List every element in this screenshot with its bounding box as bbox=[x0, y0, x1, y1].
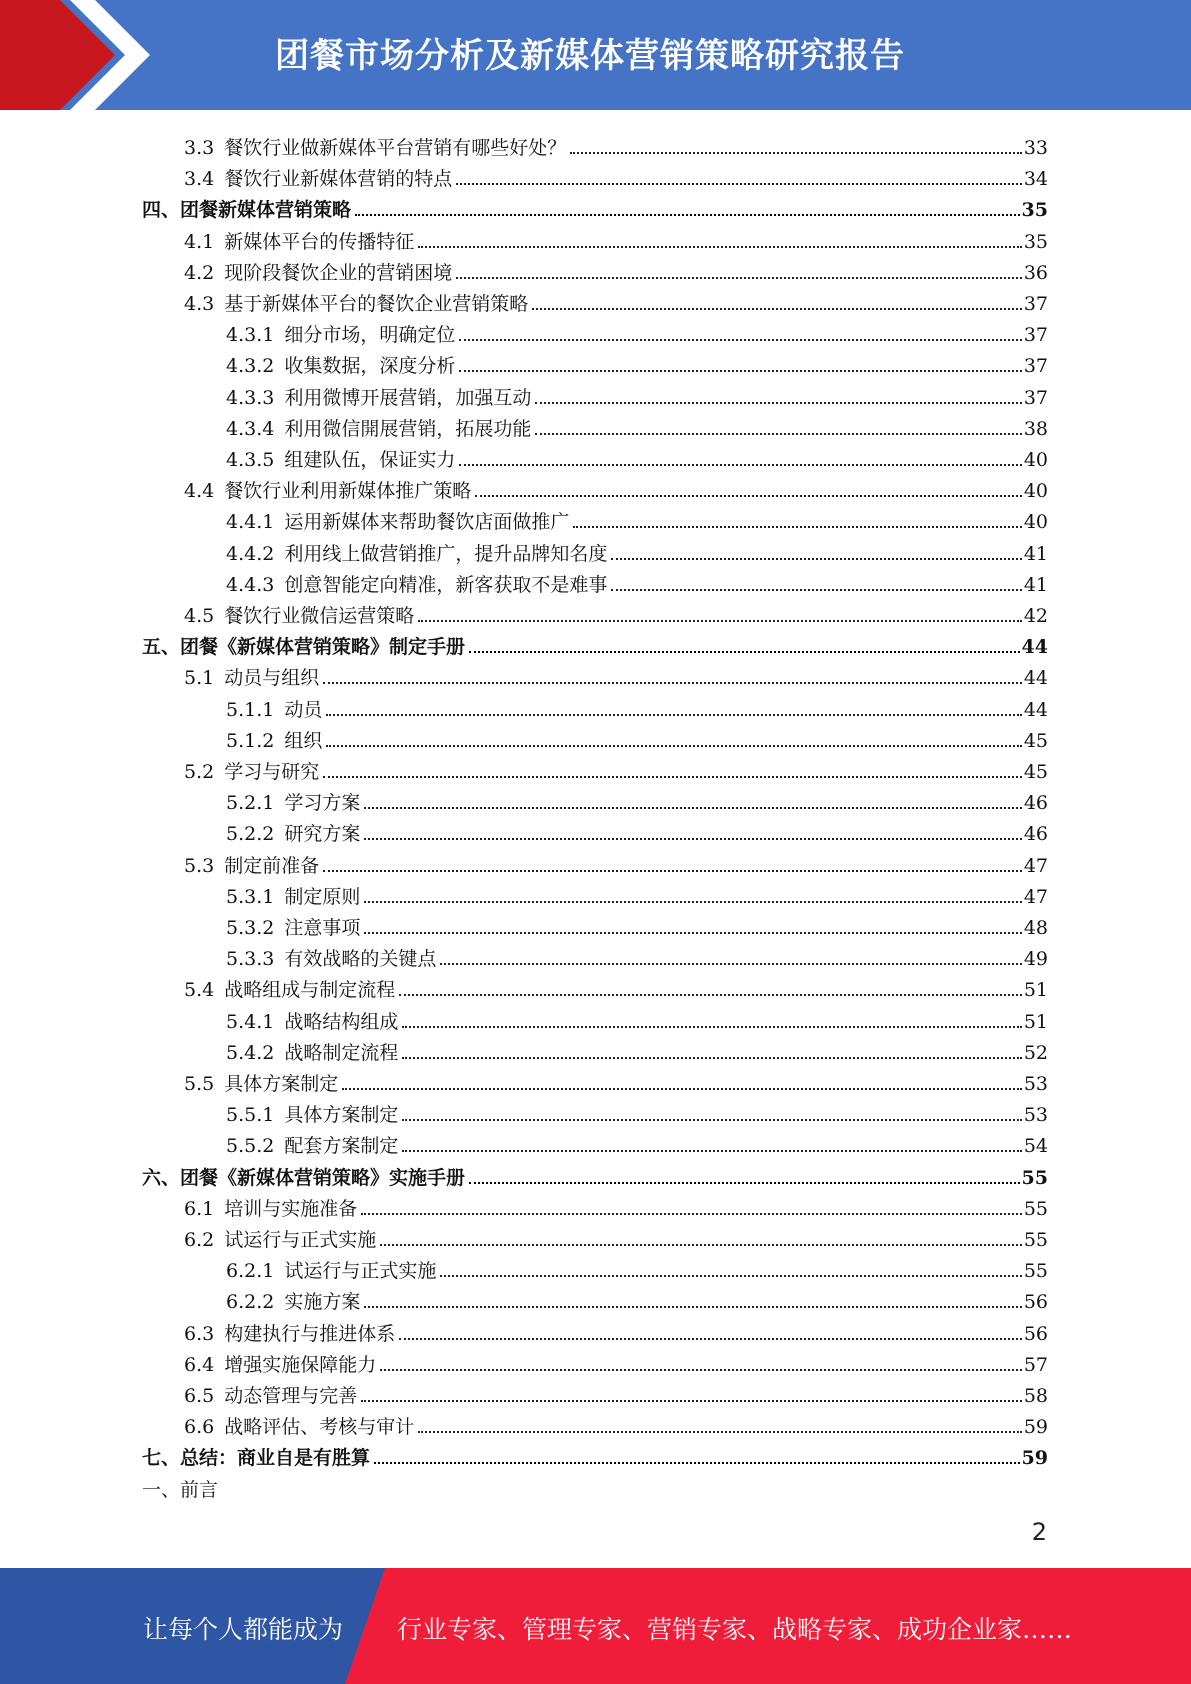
toc-entry[interactable] bbox=[0, 378, 1191, 409]
toc-leader-dots bbox=[402, 1149, 1021, 1152]
toc-entry-page: 58 bbox=[1023, 1385, 1048, 1407]
toc-entry-label bbox=[226, 355, 455, 377]
toc-entry-title: 餐饮行业微信运营策略 bbox=[224, 605, 415, 627]
toc-leader-dots bbox=[355, 213, 1020, 216]
toc-entry-page: 55 bbox=[1021, 1166, 1048, 1189]
toc-entry-title: 总结：商业自是有胜算 bbox=[180, 1447, 371, 1470]
toc-entry-number: 5.1.2 bbox=[226, 729, 275, 752]
toc-entry-title: 细分市场，明确定位 bbox=[284, 324, 456, 347]
toc-entry[interactable] bbox=[0, 502, 1191, 533]
toc-entry-number: 4.3.3 bbox=[226, 386, 275, 409]
toc-entry-number: 4.5 bbox=[184, 605, 215, 627]
toc-entry-label bbox=[226, 574, 607, 596]
toc-leader-dots bbox=[364, 837, 1021, 840]
toc-entry-page: 46 bbox=[1023, 823, 1048, 846]
toc-entry[interactable] bbox=[0, 1438, 1191, 1469]
toc-leader-dots bbox=[418, 1430, 1022, 1433]
toc-leader-dots bbox=[469, 650, 1020, 653]
toc-entry-number: 6.1 bbox=[184, 1197, 215, 1220]
toc-entry-label bbox=[226, 543, 607, 565]
toc-entry-page: 55 bbox=[1023, 1260, 1048, 1283]
toc-entry-title: 团餐《新媒体营销策略》实施手册 bbox=[180, 1166, 466, 1189]
toc-entry-number: 4.3 bbox=[184, 293, 215, 315]
toc-entry-page: 44 bbox=[1021, 636, 1048, 659]
toc-leader-dots bbox=[364, 806, 1021, 809]
toc-entry-title: 有效战略的关键点 bbox=[284, 948, 437, 971]
toc-entry-title: 战略组成与制定流程 bbox=[224, 979, 396, 1002]
toc-entry-number: 4.4.3 bbox=[226, 573, 275, 596]
toc-entry-page: 40 bbox=[1023, 449, 1048, 471]
toc-entry-page: 37 bbox=[1023, 355, 1048, 378]
toc-entry-page: 41 bbox=[1023, 542, 1048, 565]
toc-entry-label bbox=[142, 1167, 465, 1189]
toc-entry-label bbox=[226, 917, 360, 939]
toc-leader-dots bbox=[399, 1337, 1022, 1340]
toc-entry[interactable] bbox=[0, 908, 1191, 939]
toc-entry-page: 38 bbox=[1023, 417, 1048, 440]
toc-entry-number: 四、 bbox=[142, 199, 181, 222]
toc-entry-page: 59 bbox=[1021, 1447, 1048, 1470]
toc-entry-label bbox=[226, 1260, 436, 1282]
toc-entry-number: 5.3 bbox=[184, 854, 215, 877]
toc-entry-title: 利用微博开展营销，加强互动 bbox=[284, 386, 532, 409]
toc-entry-page: 34 bbox=[1023, 168, 1048, 191]
toc-entry-label bbox=[142, 1479, 218, 1501]
toc-entry-page: 51 bbox=[1023, 979, 1048, 1002]
toc-entry-label bbox=[226, 449, 455, 471]
toc-entry-title: 运用新媒体来帮助餐饮店面做推广 bbox=[284, 511, 570, 534]
toc-entry-title: 餐饮行业新媒体营销的特点 bbox=[224, 168, 453, 191]
toc-leader-dots bbox=[342, 1087, 1022, 1090]
toc-entry-title: 创意智能定向精准，新客获取不是难事 bbox=[284, 573, 608, 596]
toc-entry[interactable] bbox=[0, 939, 1191, 970]
toc-entry[interactable] bbox=[0, 690, 1191, 721]
toc-entry-number: 七、 bbox=[142, 1447, 181, 1470]
toc-leader-dots bbox=[326, 744, 1021, 747]
toc-entry-number: 4.3.2 bbox=[226, 355, 275, 378]
toc-entry-label bbox=[226, 1042, 398, 1064]
toc-entry-number: 5.2 bbox=[184, 761, 215, 783]
toc-entry-page: 37 bbox=[1023, 386, 1048, 409]
toc-entry-page: 56 bbox=[1023, 1291, 1048, 1314]
toc-entry-label bbox=[184, 1354, 376, 1376]
toc-entry-title: 动员与组织 bbox=[224, 667, 320, 690]
toc-entry-page: 46 bbox=[1023, 792, 1048, 815]
toc-entry[interactable] bbox=[0, 814, 1191, 845]
toc-entry[interactable] bbox=[0, 783, 1191, 814]
toc-entry-number: 4.4 bbox=[184, 480, 215, 503]
toc-leader-dots bbox=[326, 713, 1021, 716]
toc-entry[interactable] bbox=[0, 1282, 1191, 1313]
toc-entry-number: 6.5 bbox=[184, 1385, 215, 1407]
toc-leader-dots bbox=[361, 1399, 1022, 1402]
toc-entry-label bbox=[226, 1135, 398, 1157]
toc-entry-number: 6.3 bbox=[184, 1322, 215, 1345]
toc-entry-title: 试运行与正式实施 bbox=[284, 1260, 437, 1283]
toc-entry[interactable] bbox=[0, 440, 1191, 471]
toc-entry[interactable] bbox=[0, 471, 1191, 502]
toc-entry-title: 实施方案 bbox=[284, 1291, 361, 1314]
toc-entry[interactable] bbox=[0, 190, 1191, 221]
toc-entry-title: 构建执行与推进体系 bbox=[224, 1322, 396, 1345]
toc-entry-page: 33 bbox=[1023, 137, 1048, 159]
toc-entry-number: 5.2.1 bbox=[226, 792, 275, 815]
toc-entry-number: 3.3 bbox=[184, 137, 215, 159]
toc-entry[interactable] bbox=[0, 159, 1191, 190]
toc-entry-title: 试运行与正式实施 bbox=[224, 1229, 377, 1251]
toc-leader-dots bbox=[361, 1212, 1022, 1215]
toc-entry[interactable] bbox=[0, 877, 1191, 908]
toc-entry-page: 44 bbox=[1023, 667, 1048, 690]
toc-entry-label bbox=[226, 948, 436, 970]
toc-leader-dots bbox=[418, 245, 1022, 248]
toc-entry-label bbox=[184, 605, 414, 627]
toc-entry-number: 4.2 bbox=[184, 261, 215, 284]
toc-entry-number: 5.3.1 bbox=[226, 885, 275, 908]
toc-entry-page: 49 bbox=[1023, 948, 1048, 971]
toc-entry-title: 收集数据，深度分析 bbox=[284, 355, 456, 378]
toc-entry-label bbox=[226, 792, 360, 814]
footer-slogan-right: 行业专家、管理专家、营销专家、战略专家、成功企业家…… bbox=[397, 1615, 1073, 1644]
document-title: 团餐市场分析及新媒体营销策略研究报告 bbox=[275, 36, 905, 76]
toc-entry-label bbox=[184, 262, 452, 284]
toc-entry[interactable] bbox=[0, 1220, 1191, 1251]
toc-entry-number: 5.5.2 bbox=[226, 1135, 275, 1158]
toc-entry-page: 42 bbox=[1023, 605, 1048, 627]
toc-entry-page: 45 bbox=[1023, 761, 1048, 783]
toc-entry-label bbox=[184, 293, 528, 315]
toc-entry-number: 6.6 bbox=[184, 1416, 215, 1439]
toc-entry[interactable] bbox=[0, 222, 1191, 253]
toc-entry[interactable] bbox=[0, 596, 1191, 627]
toc-entry-page: 47 bbox=[1023, 885, 1048, 908]
toc-entry-label bbox=[184, 231, 414, 253]
toc-entry-title: 培训与实施准备 bbox=[224, 1197, 358, 1220]
toc-entry-number: 6.2.1 bbox=[226, 1260, 275, 1283]
toc-entry-title: 制定前准备 bbox=[224, 854, 320, 877]
toc-entry-title: 动员 bbox=[284, 698, 323, 721]
toc-entry-number: 6.2.2 bbox=[226, 1291, 275, 1314]
toc-entry-number: 5.4.2 bbox=[226, 1041, 275, 1064]
toc-entry-title: 具体方案制定 bbox=[284, 1104, 399, 1127]
toc-entry-number: 5.1.1 bbox=[226, 698, 275, 721]
toc-leader-dots bbox=[323, 775, 1022, 778]
toc-leader-dots bbox=[611, 557, 1021, 560]
toc-entry-title: 基于新媒体平台的餐饮企业营销策略 bbox=[224, 293, 529, 315]
toc-leader-dots bbox=[456, 276, 1022, 279]
toc-entry-title: 动态管理与完善 bbox=[224, 1385, 358, 1407]
toc-entry-number: 6.2 bbox=[184, 1229, 215, 1251]
toc-entry-label bbox=[184, 979, 395, 1001]
toc-entry-label bbox=[226, 1104, 398, 1126]
toc-entry-label bbox=[184, 1323, 395, 1345]
toc-leader-dots bbox=[459, 369, 1021, 372]
toc-entry-title: 餐饮行业做新媒体平台营销有哪些好处？ bbox=[224, 137, 567, 159]
toc-entry[interactable] bbox=[0, 721, 1191, 752]
toc-entry[interactable] bbox=[0, 1064, 1191, 1095]
page-footer bbox=[0, 1568, 1191, 1684]
toc-leader-dots bbox=[323, 869, 1022, 872]
toc-entry-title: 具体方案制定 bbox=[224, 1073, 339, 1095]
toc-entry-page: 35 bbox=[1021, 199, 1048, 222]
toc-entry-page: 53 bbox=[1023, 1104, 1048, 1127]
page-number: 2 bbox=[1031, 1518, 1047, 1546]
toc-entry-title: 学习方案 bbox=[284, 792, 361, 815]
toc-entry-page: 54 bbox=[1023, 1135, 1048, 1158]
toc-entry-number: 5.5.1 bbox=[226, 1104, 275, 1127]
toc-entry[interactable] bbox=[0, 1345, 1191, 1376]
toc-entry[interactable] bbox=[0, 846, 1191, 877]
toc-entry[interactable] bbox=[0, 284, 1191, 315]
toc-entry-number: 4.3.1 bbox=[226, 324, 275, 347]
toc-entry-page: 56 bbox=[1023, 1322, 1048, 1345]
toc-entry-title: 利用微信開展营销，拓展功能 bbox=[284, 417, 532, 440]
toc-entry[interactable] bbox=[0, 752, 1191, 783]
toc-entry[interactable] bbox=[0, 1251, 1191, 1282]
toc-entry-label bbox=[226, 324, 455, 346]
toc-entry-label bbox=[226, 699, 322, 721]
toc-entry[interactable] bbox=[0, 128, 1191, 159]
toc-entry[interactable] bbox=[0, 658, 1191, 689]
toc-leader-dots bbox=[535, 401, 1021, 404]
toc-leader-dots bbox=[469, 1181, 1020, 1184]
toc-entry-title: 战略结构组成 bbox=[284, 1010, 399, 1033]
toc-leader-dots bbox=[323, 681, 1022, 684]
toc-entry-number: 一、 bbox=[142, 1478, 181, 1501]
toc-entry-number: 5.4.1 bbox=[226, 1010, 275, 1033]
toc-entry[interactable] bbox=[0, 534, 1191, 565]
page-header bbox=[0, 0, 1191, 110]
toc-entry-page: 37 bbox=[1023, 324, 1048, 347]
toc-entry-page: 35 bbox=[1023, 230, 1048, 253]
toc-entry-number: 5.1 bbox=[184, 667, 215, 690]
toc-entry-page: 55 bbox=[1023, 1197, 1048, 1220]
toc-leader-dots bbox=[402, 1025, 1021, 1028]
toc-entry-title: 前言 bbox=[180, 1478, 219, 1501]
toc-entry[interactable] bbox=[0, 627, 1191, 658]
toc-entry-number: 3.4 bbox=[184, 168, 215, 191]
toc-entry[interactable] bbox=[0, 1470, 1191, 1501]
toc-entry-number: 4.3.5 bbox=[226, 449, 275, 471]
toc-leader-dots bbox=[570, 151, 1022, 154]
toc-entry-number: 6.4 bbox=[184, 1353, 215, 1376]
toc-leader-dots bbox=[399, 993, 1022, 996]
toc-entry-title: 配套方案制定 bbox=[284, 1135, 399, 1158]
toc-entry[interactable] bbox=[0, 346, 1191, 377]
toc-entry-page: 59 bbox=[1023, 1416, 1048, 1439]
toc-entry[interactable] bbox=[0, 1189, 1191, 1220]
toc-entry-title: 组建队伍，保证实力 bbox=[284, 449, 456, 471]
toc-entry[interactable] bbox=[0, 970, 1191, 1001]
toc-entry-label bbox=[184, 137, 566, 159]
toc-entry[interactable] bbox=[0, 1376, 1191, 1407]
toc-leader-dots bbox=[611, 588, 1021, 591]
toc-leader-dots bbox=[532, 307, 1022, 310]
toc-entry-title: 制定原则 bbox=[284, 885, 361, 908]
toc-leader-dots bbox=[475, 494, 1022, 497]
toc-entry-label bbox=[184, 855, 319, 877]
header-chevron-decoration bbox=[0, 0, 180, 110]
toc-leader-dots bbox=[380, 1368, 1022, 1371]
toc-entry-label bbox=[142, 636, 465, 658]
toc-entry-number: 六、 bbox=[142, 1166, 181, 1189]
toc-entry-label bbox=[226, 823, 360, 845]
toc-entry-label bbox=[142, 199, 351, 221]
toc-leader-dots bbox=[459, 338, 1021, 341]
toc-entry-label bbox=[226, 1011, 398, 1033]
toc-entry-title: 餐饮行业利用新媒体推广策略 bbox=[224, 480, 472, 503]
toc-entry-label bbox=[184, 1416, 414, 1438]
toc-entry-page: 47 bbox=[1023, 854, 1048, 877]
toc-leader-dots bbox=[364, 1305, 1021, 1308]
toc-leader-dots bbox=[459, 463, 1021, 466]
toc-entry[interactable] bbox=[0, 1002, 1191, 1033]
toc-entry[interactable] bbox=[0, 409, 1191, 440]
toc-entry[interactable] bbox=[0, 315, 1191, 346]
toc-leader-dots bbox=[440, 1274, 1021, 1277]
toc-entry-number: 4.3.4 bbox=[226, 417, 275, 440]
toc-entry-label bbox=[226, 511, 569, 533]
toc-entry[interactable] bbox=[0, 1407, 1191, 1438]
toc-entry-title: 现阶段餐饮企业的营销困境 bbox=[224, 261, 453, 284]
toc-entry-title: 研究方案 bbox=[284, 823, 361, 846]
toc-leader-dots bbox=[364, 931, 1021, 934]
toc-entry-title: 增强实施保障能力 bbox=[224, 1353, 377, 1376]
toc-entry-page: 55 bbox=[1023, 1229, 1048, 1251]
toc-entry-number: 5.4 bbox=[184, 979, 215, 1002]
toc-entry-page: 40 bbox=[1023, 511, 1048, 534]
toc-entry-label bbox=[184, 1198, 357, 1220]
toc-entry-label bbox=[226, 1291, 360, 1313]
toc-entry-title: 注意事项 bbox=[284, 917, 361, 939]
toc-entry[interactable] bbox=[0, 1158, 1191, 1189]
toc-entry-title: 学习与研究 bbox=[224, 761, 320, 783]
toc-entry-title: 利用线上做营销推广，提升品牌知名度 bbox=[284, 542, 608, 565]
toc-entry[interactable] bbox=[0, 253, 1191, 284]
toc-entry-page: 45 bbox=[1023, 729, 1048, 752]
toc-entry-number: 5.2.2 bbox=[226, 823, 275, 846]
toc-entry-label bbox=[226, 886, 360, 908]
toc-entry-label bbox=[226, 730, 322, 752]
toc-entry-title: 新媒体平台的传播特征 bbox=[224, 230, 415, 253]
toc-leader-dots bbox=[374, 1461, 1020, 1464]
toc-leader-dots bbox=[573, 525, 1021, 528]
toc-entry-number: 五、 bbox=[142, 636, 181, 659]
toc-entry-label bbox=[184, 761, 319, 783]
toc-entry[interactable] bbox=[0, 1095, 1191, 1126]
toc-entry-title: 战略评估、考核与审计 bbox=[224, 1416, 415, 1439]
toc-entry-label bbox=[184, 667, 319, 689]
toc-entry[interactable] bbox=[0, 1126, 1191, 1157]
toc-entry-label bbox=[184, 1385, 357, 1407]
toc-entry-page: 57 bbox=[1023, 1353, 1048, 1376]
toc-entry-page: 41 bbox=[1023, 573, 1048, 596]
toc-leader-dots bbox=[380, 1243, 1022, 1246]
toc-entry-page: 53 bbox=[1023, 1073, 1048, 1095]
toc-leader-dots bbox=[440, 962, 1021, 965]
toc-entry-page: 36 bbox=[1023, 261, 1048, 284]
toc-leader-dots bbox=[535, 432, 1021, 435]
toc-entry-label bbox=[184, 480, 471, 502]
toc-entry-page: 40 bbox=[1023, 480, 1048, 503]
toc-leader-dots bbox=[364, 900, 1021, 903]
toc-entry-label bbox=[142, 1447, 370, 1469]
toc-leader-dots bbox=[418, 619, 1022, 622]
toc-entry-label bbox=[226, 418, 531, 440]
toc-entry-title: 团餐《新媒体营销策略》制定手册 bbox=[180, 636, 466, 659]
toc-entry-title: 组织 bbox=[284, 729, 323, 752]
footer-slogan-left: 让每个人都能成为 bbox=[143, 1615, 344, 1644]
toc-entry-number: 4.1 bbox=[184, 230, 215, 253]
toc-entry-title: 团餐新媒体营销策略 bbox=[180, 199, 352, 222]
toc-entry[interactable] bbox=[0, 565, 1191, 596]
toc-entry-title: 战略制定流程 bbox=[284, 1041, 399, 1064]
toc-entry[interactable] bbox=[0, 1033, 1191, 1064]
toc-entry-number: 5.5 bbox=[184, 1073, 215, 1095]
toc-entry-page: 37 bbox=[1023, 293, 1048, 315]
toc-entry-label bbox=[226, 387, 531, 409]
toc-entry-number: 4.4.2 bbox=[226, 542, 275, 565]
toc-entry-number: 5.3.3 bbox=[226, 948, 275, 971]
toc-entry-page: 51 bbox=[1023, 1010, 1048, 1033]
toc-entry-label bbox=[184, 1229, 376, 1251]
toc-entry-number: 4.4.1 bbox=[226, 511, 275, 534]
toc-entry-page: 52 bbox=[1023, 1041, 1048, 1064]
toc-leader-dots bbox=[402, 1056, 1021, 1059]
toc-entry-label bbox=[184, 168, 452, 190]
toc-entry[interactable] bbox=[0, 1314, 1191, 1345]
toc-entry-page: 44 bbox=[1023, 698, 1048, 721]
toc-leader-dots bbox=[402, 1118, 1021, 1121]
toc-entry-number: 5.3.2 bbox=[226, 917, 275, 939]
toc-entry-label bbox=[184, 1073, 338, 1095]
toc-entry-page: 48 bbox=[1023, 917, 1048, 939]
toc-leader-dots bbox=[456, 182, 1022, 185]
